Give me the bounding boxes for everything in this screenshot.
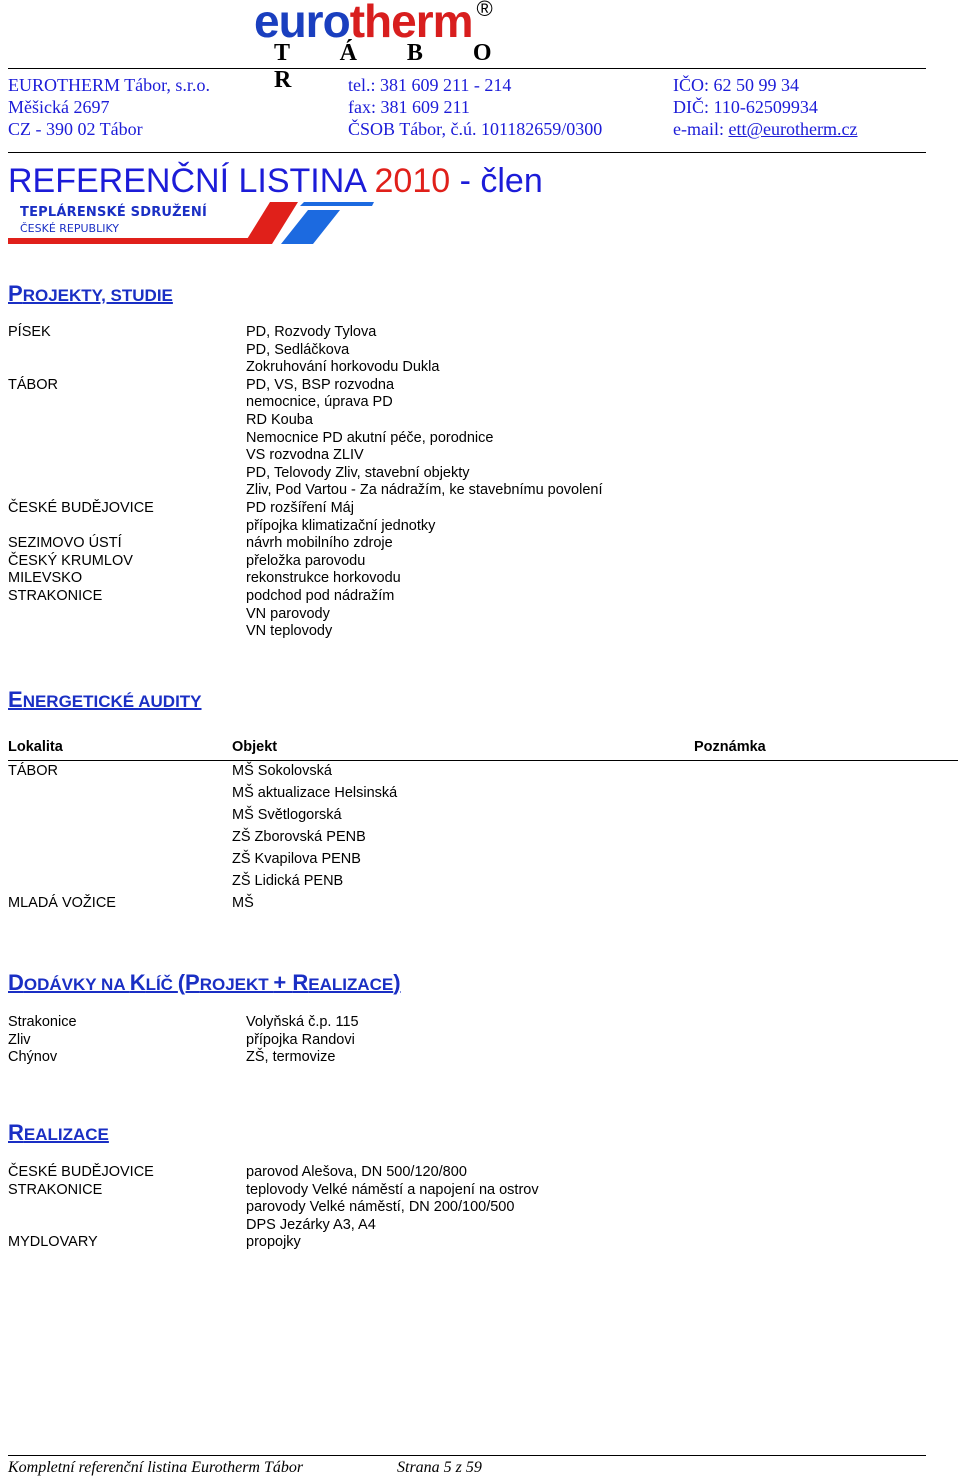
projekty-locations — [8, 324, 154, 641]
section-title-part: ODÁVKY NA — [23, 975, 130, 994]
section-title-part: + — [273, 970, 293, 995]
audity-header-objekt: Objekt — [232, 739, 278, 755]
footer-page-number: Strana 5 z 59 — [397, 1459, 482, 1476]
project-item: RD Kouba — [246, 411, 313, 428]
dodavky-places — [8, 1014, 77, 1067]
section-title-dodavky — [8, 970, 401, 996]
audit-item: ZŠ Kvapilova PENB — [232, 851, 361, 867]
location-spacer — [8, 804, 116, 826]
delivery-item: přípojka Randovi — [246, 1031, 355, 1048]
location-spacer — [8, 782, 116, 804]
location-label: ČESKÉ BUDĚJOVICE — [8, 499, 154, 516]
project-item: nemocnice, úprava PD — [246, 394, 393, 411]
header-top-rule — [8, 68, 926, 69]
location-label: TÁBOR — [8, 763, 58, 779]
logo-registered-mark: ® — [476, 0, 492, 21]
dodavky-items — [246, 1014, 359, 1067]
section-title-part: K — [129, 970, 146, 995]
audit-item: ZŠ Lidická PENB — [232, 873, 344, 889]
section-title-part: (P — [177, 970, 200, 995]
audity-items — [232, 760, 397, 914]
location-spacer — [8, 848, 116, 870]
project-item: přípojka klimatizační jednotky — [246, 517, 436, 534]
delivery-item: ZŠ, termovize — [246, 1049, 336, 1066]
audity-header-poznamka: Poznámka — [694, 739, 766, 755]
location-spacer — [8, 826, 116, 848]
realization-item: parovody Velké náměstí, DN 200/100/500 — [246, 1199, 515, 1216]
project-item: rekonstrukce horkovodu — [246, 570, 401, 587]
location-label: MLADÁ VOŽICE — [8, 895, 116, 911]
location-spacer — [8, 482, 154, 500]
section-title-part: ) — [393, 970, 401, 995]
section-title-realizace — [8, 1120, 109, 1146]
location-label: STRAKONICE — [8, 1181, 103, 1198]
title-main: REFERENČNÍ LISTINA — [8, 162, 375, 200]
company-dic: DIČ: 110-62509934 — [673, 97, 818, 117]
location-spacer — [8, 1199, 154, 1217]
audit-item: MŠ aktualizace Helsinská — [232, 785, 398, 801]
location-label: ČESKÝ KRUMLOV — [8, 552, 133, 569]
company-fax: fax: 381 609 211 — [348, 97, 470, 117]
project-item: VN teplovody — [246, 623, 333, 640]
projekty-items — [246, 324, 603, 641]
location-label: ČESKÉ BUDĚJOVICE — [8, 1164, 154, 1180]
title-year: 2010 — [374, 162, 451, 200]
audit-item: MŠ Světlogorská — [232, 807, 342, 823]
location-label: MYDLOVARY — [8, 1234, 98, 1251]
section-title-part: EALIZACE — [308, 975, 394, 994]
audity-header-rule — [8, 760, 958, 761]
section-title-part: D — [8, 970, 24, 995]
page-title — [8, 162, 543, 201]
footer-rule — [8, 1455, 926, 1456]
audity-header-lokalita: Lokalita — [8, 739, 63, 755]
project-item: návrh mobilního zdroje — [246, 535, 393, 552]
realizace-locations — [8, 1164, 154, 1252]
location-spacer — [8, 518, 154, 536]
company-name: EUROTHERM Tábor, s.r.o. — [8, 75, 210, 95]
delivery-place: Strakonice — [8, 1014, 77, 1030]
location-spacer — [8, 1217, 154, 1235]
location-spacer — [8, 359, 154, 377]
title-rest: - člen — [450, 162, 543, 200]
section-title-initial: E — [8, 687, 23, 712]
location-spacer — [8, 606, 154, 624]
email-label: e-mail: — [673, 119, 729, 139]
location-spacer — [8, 623, 154, 641]
section-title-rest: ROJEKTY, STUDIE — [22, 286, 173, 305]
location-spacer — [8, 465, 154, 483]
project-item: přeložka parovodu — [246, 552, 366, 569]
company-address — [8, 74, 210, 140]
company-email-line — [673, 118, 858, 140]
realization-item: propojky — [246, 1234, 301, 1251]
logo-therm: therm — [349, 0, 473, 47]
realizace-items — [246, 1164, 539, 1252]
location-label: STRAKONICE — [8, 587, 103, 604]
location-label: TÁBOR — [8, 376, 58, 393]
project-item: PD, Rozvody Tylova — [246, 324, 377, 340]
delivery-place: Zliv — [8, 1031, 31, 1048]
section-title-rest: EALIZACE — [23, 1125, 109, 1144]
section-title-projekty — [8, 281, 173, 307]
section-title-audity — [8, 687, 202, 713]
project-item: PD, VS, BSP rozvodna — [246, 376, 395, 393]
audity-locations — [8, 760, 116, 914]
logo-euro: euro — [254, 0, 350, 47]
delivery-item: Volyňská č.p. 115 — [246, 1014, 359, 1030]
audit-item: MŠ — [232, 895, 254, 911]
project-item: PD, Telovody Zliv, stavební objekty — [246, 464, 470, 481]
company-ids — [673, 74, 858, 140]
delivery-place: Chýnov — [8, 1049, 58, 1066]
realization-item: teplovody Velké náměstí a napojení na ostrov — [246, 1181, 539, 1198]
section-title-rest: NERGETICKÉ AUDITY — [22, 692, 202, 711]
location-label: MILEVSKO — [8, 570, 83, 587]
association-country: ČESKÉ REPUBLIKY — [20, 222, 120, 235]
location-spacer — [8, 430, 154, 448]
header-bottom-rule — [8, 152, 926, 153]
section-title-initial: P — [8, 281, 23, 306]
project-item: PD, Sedláčkova — [246, 341, 350, 358]
location-label: PÍSEK — [8, 324, 51, 340]
location-label: SEZIMOVO ÚSTÍ — [8, 535, 122, 552]
footer-left: Kompletní referenční listina Eurotherm Tábor — [8, 1459, 304, 1476]
section-title-part: R — [292, 970, 309, 995]
realization-item: parovod Alešova, DN 500/120/800 — [246, 1164, 467, 1180]
location-spacer — [8, 412, 154, 430]
association-logo — [8, 202, 378, 246]
audit-item: ZŠ Zborovská PENB — [232, 829, 366, 845]
company-city: CZ - 390 02 Tábor — [8, 119, 143, 139]
logo-subtitle-text: T Á B O R — [274, 40, 492, 93]
project-item: Zokruhování horkovodu Dukla — [246, 359, 440, 376]
audit-item: MŠ Sokolovská — [232, 763, 332, 779]
company-bank: ČSOB Tábor, č.ú. 101182659/0300 — [348, 119, 603, 139]
email-link[interactable]: ett@eurotherm.cz — [728, 119, 858, 139]
association-name: TEPLÁRENSKÉ SDRUŽENÍ — [20, 205, 207, 220]
company-ico: IČO: 62 50 99 34 — [673, 75, 799, 95]
logo-wordmark — [254, 0, 492, 47]
project-item: Zliv, Pod Vartou - Za nádražím, ke stavebnímu povolení — [246, 482, 603, 499]
location-spacer — [8, 394, 154, 412]
company-contacts — [348, 74, 602, 140]
project-item: PD rozšíření Máj — [246, 499, 354, 516]
location-spacer — [8, 342, 154, 360]
section-title-part: LÍČ — [145, 975, 178, 994]
project-item: VS rozvodna ZLIV — [246, 447, 364, 464]
section-title-initial: R — [8, 1120, 24, 1145]
project-item: podchod pod nádražím — [246, 587, 395, 604]
company-street: Měšická 2697 — [8, 97, 110, 117]
company-phone: tel.: 381 609 211 - 214 — [348, 75, 512, 95]
location-spacer — [8, 447, 154, 465]
realization-item: DPS Jezárky A3, A4 — [246, 1216, 376, 1233]
location-spacer — [8, 870, 116, 892]
project-item: VN parovody — [246, 605, 330, 622]
section-title-part: ROJEKT — [199, 975, 274, 994]
project-item: Nemocnice PD akutní péče, porodnice — [246, 429, 494, 446]
